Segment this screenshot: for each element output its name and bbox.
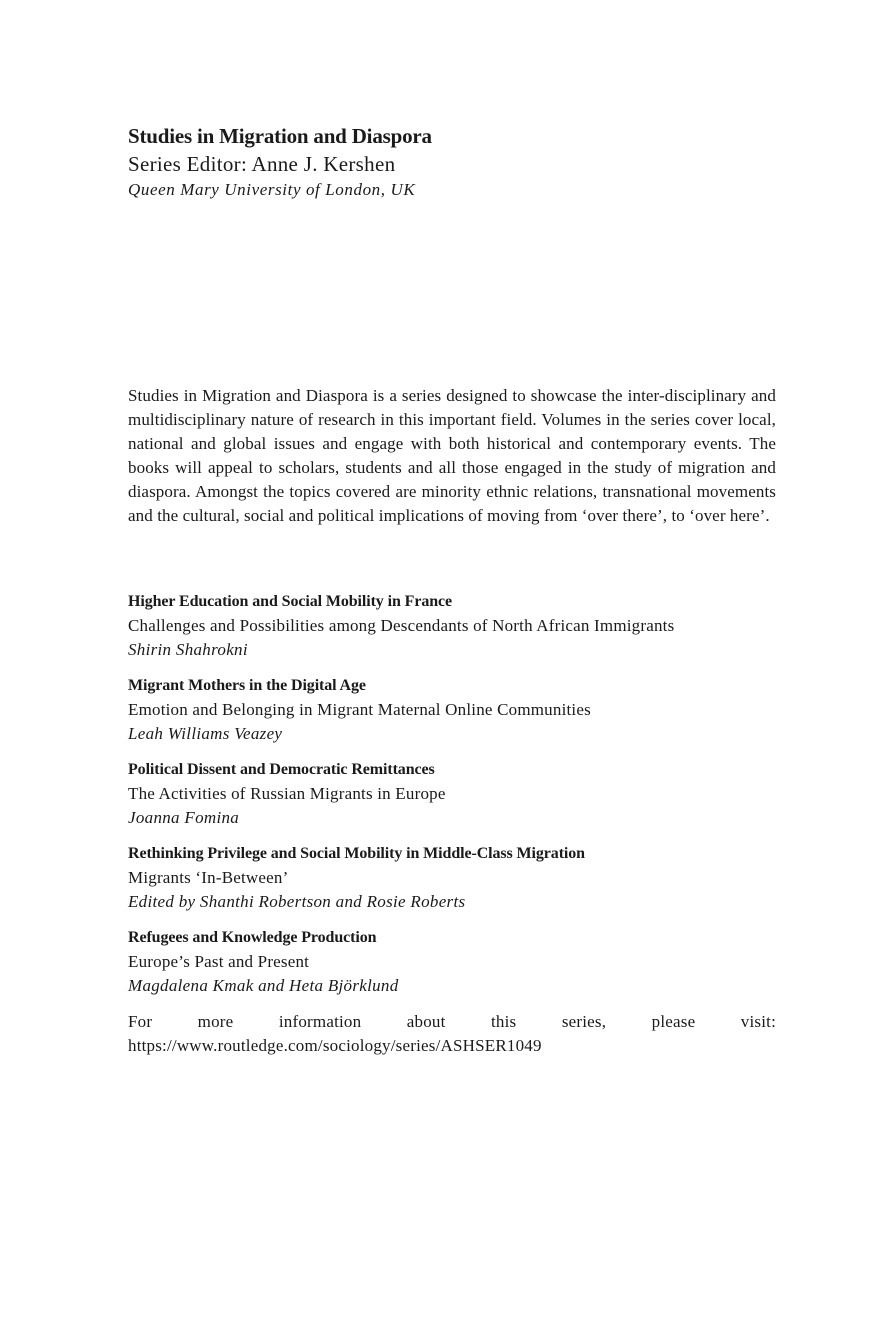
- book-subtitle: Challenges and Possibilities among Descendants of North African Immigrants: [128, 616, 675, 635]
- book-author: Magdalena Kmak and Heta Björklund: [128, 976, 399, 995]
- book-title: Rethinking Privilege and Social Mobility in Middle-Class Migration: [128, 845, 585, 862]
- series-editor: Series Editor: Anne J. Kershen: [128, 152, 396, 176]
- book-list: [128, 590, 776, 1010]
- page: [128, 0, 776, 1327]
- more-info: [128, 1010, 776, 1058]
- book-title: Migrant Mothers in the Digital Age: [128, 677, 366, 694]
- book-item: [128, 758, 776, 830]
- series-title: Studies in Migration and Diaspora: [128, 124, 432, 148]
- series-affiliation: Queen Mary University of London, UK: [128, 180, 416, 199]
- book-author: Joanna Fomina: [128, 808, 240, 827]
- book-subtitle: Europe’s Past and Present: [128, 952, 310, 971]
- book-title: Political Dissent and Democratic Remittances: [128, 761, 435, 778]
- book-item: [128, 674, 776, 746]
- book-author: Edited by Shanthi Robertson and Rosie Roberts: [128, 892, 466, 911]
- book-subtitle: Emotion and Belonging in Migrant Maternal Online Communities: [128, 700, 591, 719]
- series-header: [128, 122, 776, 202]
- book-item: [128, 926, 776, 998]
- book-item: [128, 590, 776, 662]
- series-description: Studies in Migration and Diaspora is a series designed to showcase the inter-disciplinary and multidisciplinary nature of research in this important field. Volumes in the series cover local, national and global issues and engage with both historical and contemporary events. The books will appeal to scholars, students and all those engaged in the study of migration and diaspora. Amongst the topics covered are minority ethnic relations, transnational movements and the cultural, social and political implications of moving from ‘over there’, to ‘over here’.: [128, 386, 776, 525]
- series-url-link[interactable]: https://www.routledge.com/sociology/series/ASHSER1049: [128, 1036, 542, 1055]
- book-author: Leah Williams Veazey: [128, 724, 283, 743]
- book-item: [128, 842, 776, 914]
- book-title: Higher Education and Social Mobility in France: [128, 593, 453, 610]
- book-title: Refugees and Knowledge Production: [128, 929, 377, 946]
- book-subtitle: Migrants ‘In-Between’: [128, 868, 289, 887]
- more-info-text: For more information about this series, please visit:: [128, 1012, 776, 1031]
- book-author: Shirin Shahrokni: [128, 640, 248, 659]
- book-subtitle: The Activities of Russian Migrants in Europe: [128, 784, 446, 803]
